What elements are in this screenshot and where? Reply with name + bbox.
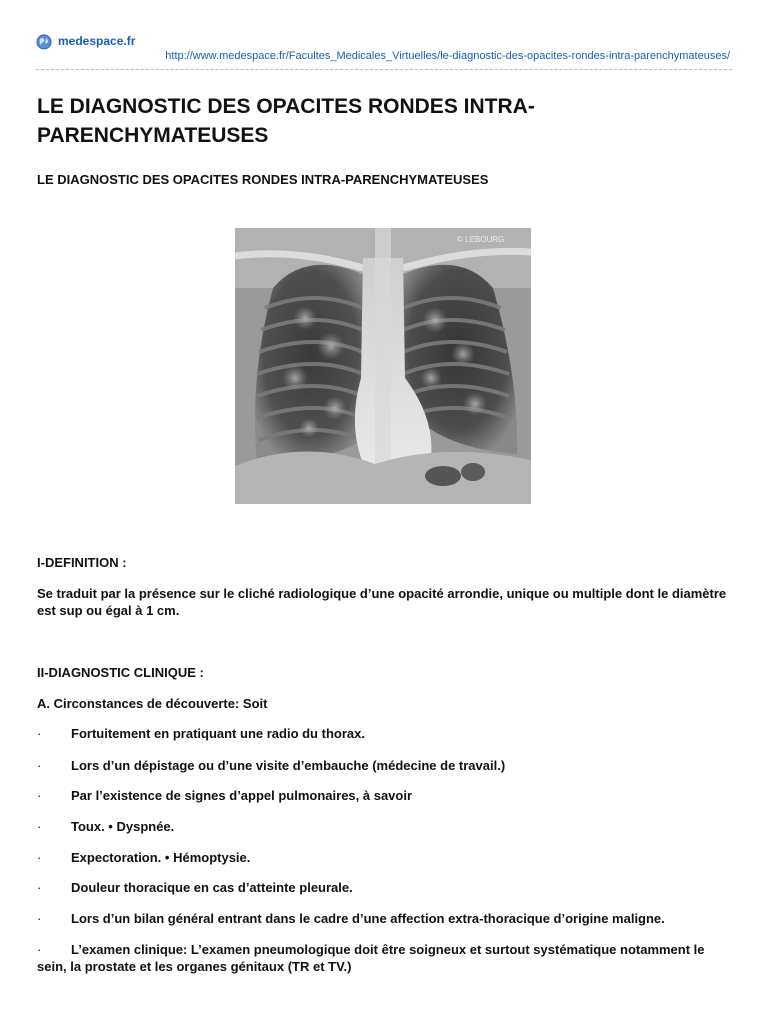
list-item-text: Expectoration. • Hémoptysie.: [71, 850, 251, 865]
clinical-heading: II-DIAGNOSTIC CLINIQUE :: [37, 665, 204, 680]
globe-icon: [36, 34, 52, 50]
bullet-marker: ·: [37, 880, 42, 895]
list-item-text: L’examen clinique: L’examen pneumologique doit être soigneux et surtout systématique notamment le sein, la prostate et les organes génitaux (TR et TV.): [37, 942, 705, 974]
list-item: [37, 725, 731, 742]
circumstances-heading: A. Circonstances de découverte: Soit: [37, 696, 268, 711]
definition-heading: I-DEFINITION :: [37, 555, 127, 570]
list-item-text: Par l’existence de signes d’appel pulmonaires, à savoir: [71, 788, 413, 803]
page-title: LE DIAGNOSTIC DES OPACITES RONDES INTRA-PARENCHYMATEUSES: [37, 95, 535, 147]
bullet-marker: ·: [37, 942, 42, 957]
chest-xray-image: [235, 228, 531, 504]
list-item-text: Toux. • Dyspnée.: [71, 819, 175, 834]
header-divider: [36, 69, 732, 70]
site-name-link[interactable]: medespace.fr: [58, 34, 136, 48]
list-item: [37, 941, 731, 975]
bullet-marker: ·: [37, 850, 42, 865]
list-item: [37, 879, 731, 896]
bullet-marker: ·: [37, 819, 42, 834]
site-header: [36, 32, 732, 72]
list-item: [37, 910, 731, 927]
article-url-link[interactable]: http://www.medespace.fr/Facultes_Medicales_Virtuelles/le-diagnostic-des-opacites-rondes-intra-parenchymateuses/: [165, 50, 730, 62]
list-item-text: Lors d’un bilan général entrant dans le cadre d’une affection extra-thoracique d’origine maligne.: [71, 911, 665, 926]
article-subtitle: LE DIAGNOSTIC DES OPACITES RONDES INTRA-PARENCHYMATEUSES: [37, 172, 489, 187]
list-item: [37, 849, 731, 866]
bullet-marker: ·: [37, 758, 42, 773]
bullet-marker: ·: [37, 788, 42, 803]
list-item: [37, 787, 731, 804]
xray-watermark: © LEBOURG: [457, 235, 505, 244]
list-item-text: Fortuitement en pratiquant une radio du thorax.: [71, 726, 365, 741]
definition-text: Se traduit par la présence sur le cliché radiologique d’une opacité arrondie, unique ou multiple dont le diamètre est sup ou égal à 1 cm.: [37, 586, 727, 618]
bullet-marker: ·: [37, 726, 42, 741]
list-item: [37, 757, 731, 774]
list-item: [37, 818, 731, 835]
list-item-text: Douleur thoracique en cas d’atteinte pleurale.: [71, 880, 353, 895]
bullet-marker: ·: [37, 911, 42, 926]
list-item-text: Lors d’un dépistage ou d’une visite d’embauche (médecine de travail.): [71, 758, 506, 773]
